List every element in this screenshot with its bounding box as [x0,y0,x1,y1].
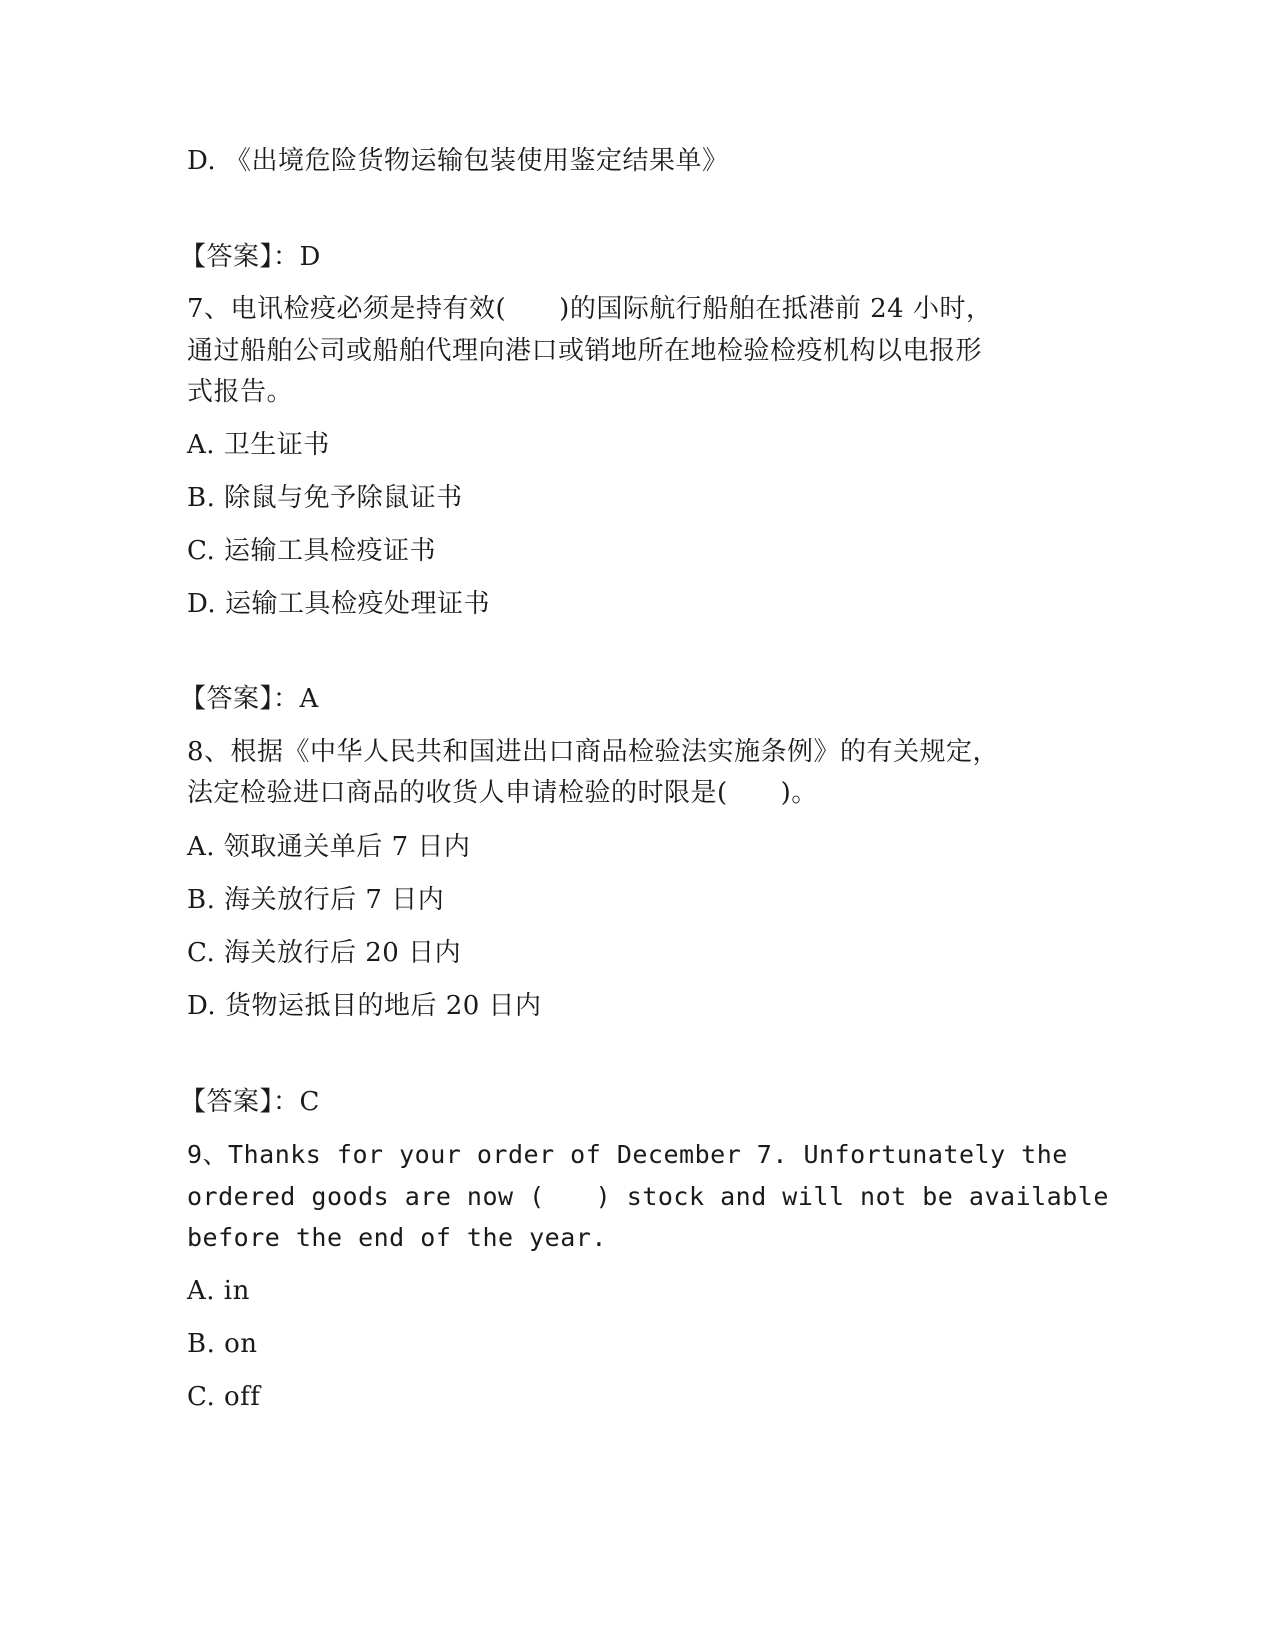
q9-question-line-3: before the end of the year. [187,1223,607,1252]
q9-option-b: B. on [187,1329,258,1359]
q7-question-line-3: 式报告。 [187,377,294,407]
q8-option-c: C. 海关放行后 20 日内 [187,938,462,968]
q8-question-line-2: 法定检验进口商品的收货人申请检验的时限是( )。 [187,778,818,808]
q8-answer: 【答案】：C [180,1087,320,1117]
q7-option-b: B. 除鼠与免予除鼠证书 [187,483,463,513]
q7-answer: 【答案】：A [180,684,319,714]
q9-option-c: C. off [187,1382,261,1412]
q6-option-d: D. 《出境危险货物运输包装使用鉴定结果单》 [187,146,729,176]
q8-option-d: D. 货物运抵目的地后 20 日内 [187,991,542,1021]
q8-question-line-1: 8、根据《中华人民共和国进出口商品检验法实施条例》的有关规定， [187,737,1000,767]
q9-question-line-2: ordered goods are now ( ) stock and will not be available [187,1182,1109,1211]
q7-question-line-1: 7、电讯检疫必须是持有效( )的国际航行船舶在抵港前 24 小时， [187,294,993,324]
q9-question-line-1: 9、Thanks for your order of December 7. Unfortunately the [187,1140,1068,1169]
q8-option-a: A. 领取通关单后 7 日内 [187,832,471,862]
q6-answer: 【答案】：D [180,242,321,272]
q7-question-line-2: 通过船舶公司或船舶代理向港口或销地所在地检验检疫机构以电报形 [187,336,983,366]
q7-option-c: C. 运输工具检疫证书 [187,536,436,566]
q7-option-a: A. 卫生证书 [187,430,330,460]
q7-option-d: D. 运输工具检疫处理证书 [187,589,490,619]
q9-option-a: A. in [187,1276,250,1306]
q8-option-b: B. 海关放行后 7 日内 [187,885,445,915]
